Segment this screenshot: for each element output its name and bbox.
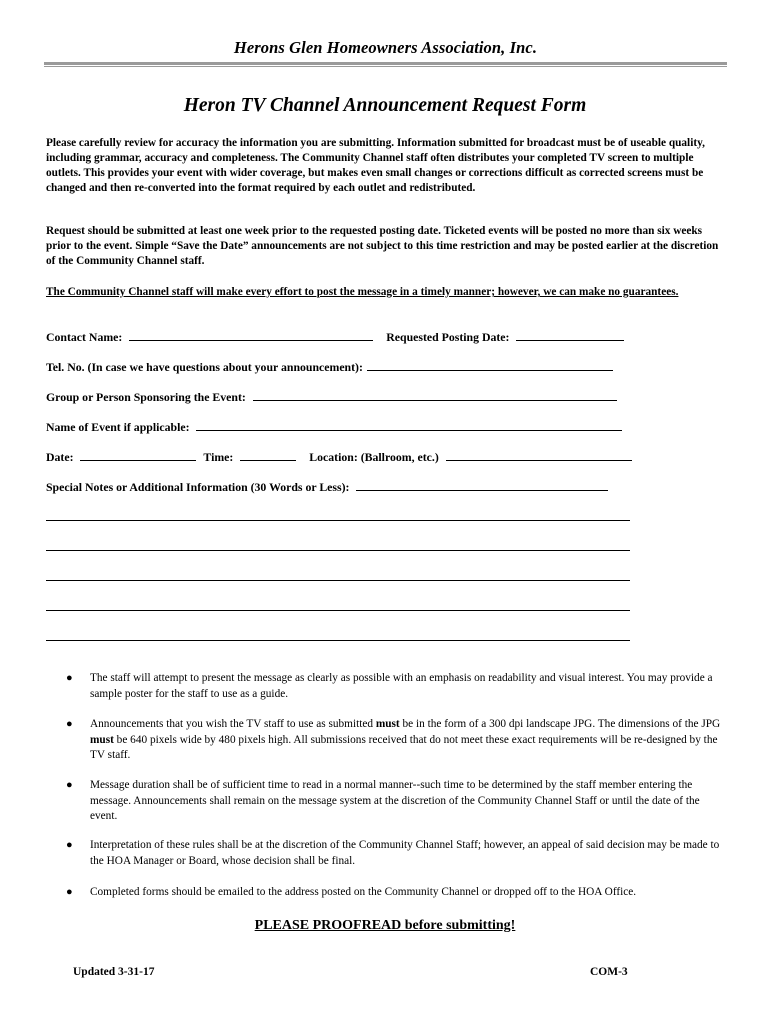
special-notes-input[interactable] (356, 479, 608, 491)
contact-row (46, 329, 624, 345)
special-notes-line[interactable] (46, 610, 630, 611)
event-name-input[interactable] (196, 419, 622, 431)
contact-name-label: Contact Name: (46, 330, 123, 344)
special-notes-line[interactable] (46, 550, 630, 551)
group-sponsor-label: Group or Person Sponsoring the Event: (46, 390, 246, 404)
list-item (46, 671, 722, 702)
bullet-icon: ● (66, 672, 73, 684)
location-input[interactable] (446, 449, 632, 461)
location-label: Location: (Ballroom, etc.) (309, 450, 439, 464)
special-notes-label: Special Notes or Additional Information (30 Words or Less): (46, 480, 350, 494)
rule-text: Announcements that you wish the TV staff to use as submitted must be in the form of a 300 dpi landscape JPG. The dimensions of the JPG must be 640 pixels wide by 480 pixels high. All submissions received that do not meet these exact requirements will be re-designed by the TV staff. (90, 718, 721, 761)
header-rule (44, 62, 727, 65)
event-name-row (46, 419, 622, 435)
list-item (46, 885, 722, 901)
time-label: Time: (203, 450, 234, 464)
group-sponsor-input[interactable] (253, 389, 617, 401)
list-item (46, 838, 722, 869)
contact-name-input[interactable] (129, 329, 373, 341)
tel-row (46, 359, 613, 375)
date-label: Date: (46, 450, 74, 464)
organization-header: Herons Glen Homeowners Association, Inc. (233, 38, 538, 57)
special-notes-line[interactable] (46, 580, 630, 581)
rule-text: Completed forms should be emailed to the address posted on the Community Channel or dropped off to the HOA Office. (90, 886, 637, 898)
event-name-label: Name of Event if applicable: (46, 420, 190, 434)
requested-posting-date-label: Requested Posting Date: (386, 330, 510, 344)
rule-text: Message duration shall be of sufficient time to read in a normal manner--such time to be determined by the staff member entering the message. Announcements shall remain on the message system at the discretion of the Community Channel Staff or until the date of the event. (90, 779, 700, 822)
special-notes-row (46, 479, 608, 495)
intro-paragraph-timing: Request should be submitted at least one week prior to the requested posting date. Ticketed events will be posted no more than six weeks prior to the event. Simple “Save the Date” announcements are not subject to this time restriction and may be posted earlier at the discretion of the Community Channel staff. (46, 225, 719, 267)
rule-text: The staff will attempt to present the message as clearly as possible with an emphasis on readability and visual interest. You may provide a sample poster for the staff to use as a guide. (90, 672, 713, 700)
bullet-icon: ● (66, 886, 73, 898)
sponsor-row (46, 389, 617, 405)
tel-no-label: Tel. No. (In case we have questions about your announcement): (46, 360, 363, 374)
proofread-notice: PLEASE PROOFREAD before submitting! (254, 918, 516, 933)
bullet-icon: ● (66, 839, 73, 851)
rule-text: Interpretation of these rules shall be at the discretion of the Community Channel Staff; however, an appeal of said decision may be made to the HOA Manager or Board, whose decision shall be final. (90, 839, 720, 867)
special-notes-line[interactable] (46, 640, 630, 641)
requested-posting-date-input[interactable] (516, 329, 624, 341)
list-item (46, 778, 722, 825)
intro-paragraph-accuracy: Please carefully review for accuracy the information you are submitting. Information submitted for broadcast must be of useable quality, including grammar, accuracy and completeness. The Community Channel staff often distributes your completed TV screen to multiple outlets. This provides your event with wider coverage, but makes even small changes or corrections difficult as corrected screens must be changed and then re-converted into the format required by each outlet and redistributed. (46, 137, 705, 194)
form-title: Heron TV Channel Announcement Request Form (183, 95, 587, 116)
bullet-icon: ● (66, 779, 73, 791)
intro-paragraph-guarantee: The Community Channel staff will make every effort to post the message in a timely manner; however, we can make no guarantees. (46, 286, 679, 298)
tel-no-input[interactable] (367, 359, 613, 371)
updated-date: Updated 3-31-17 (73, 966, 155, 978)
form-code: COM-3 (590, 966, 628, 978)
time-input[interactable] (240, 449, 296, 461)
date-time-location-row (46, 449, 632, 465)
list-item (46, 717, 722, 764)
bullet-icon: ● (66, 718, 73, 730)
header-rule-thin (44, 66, 727, 67)
special-notes-line[interactable] (46, 520, 630, 521)
date-input[interactable] (80, 449, 196, 461)
